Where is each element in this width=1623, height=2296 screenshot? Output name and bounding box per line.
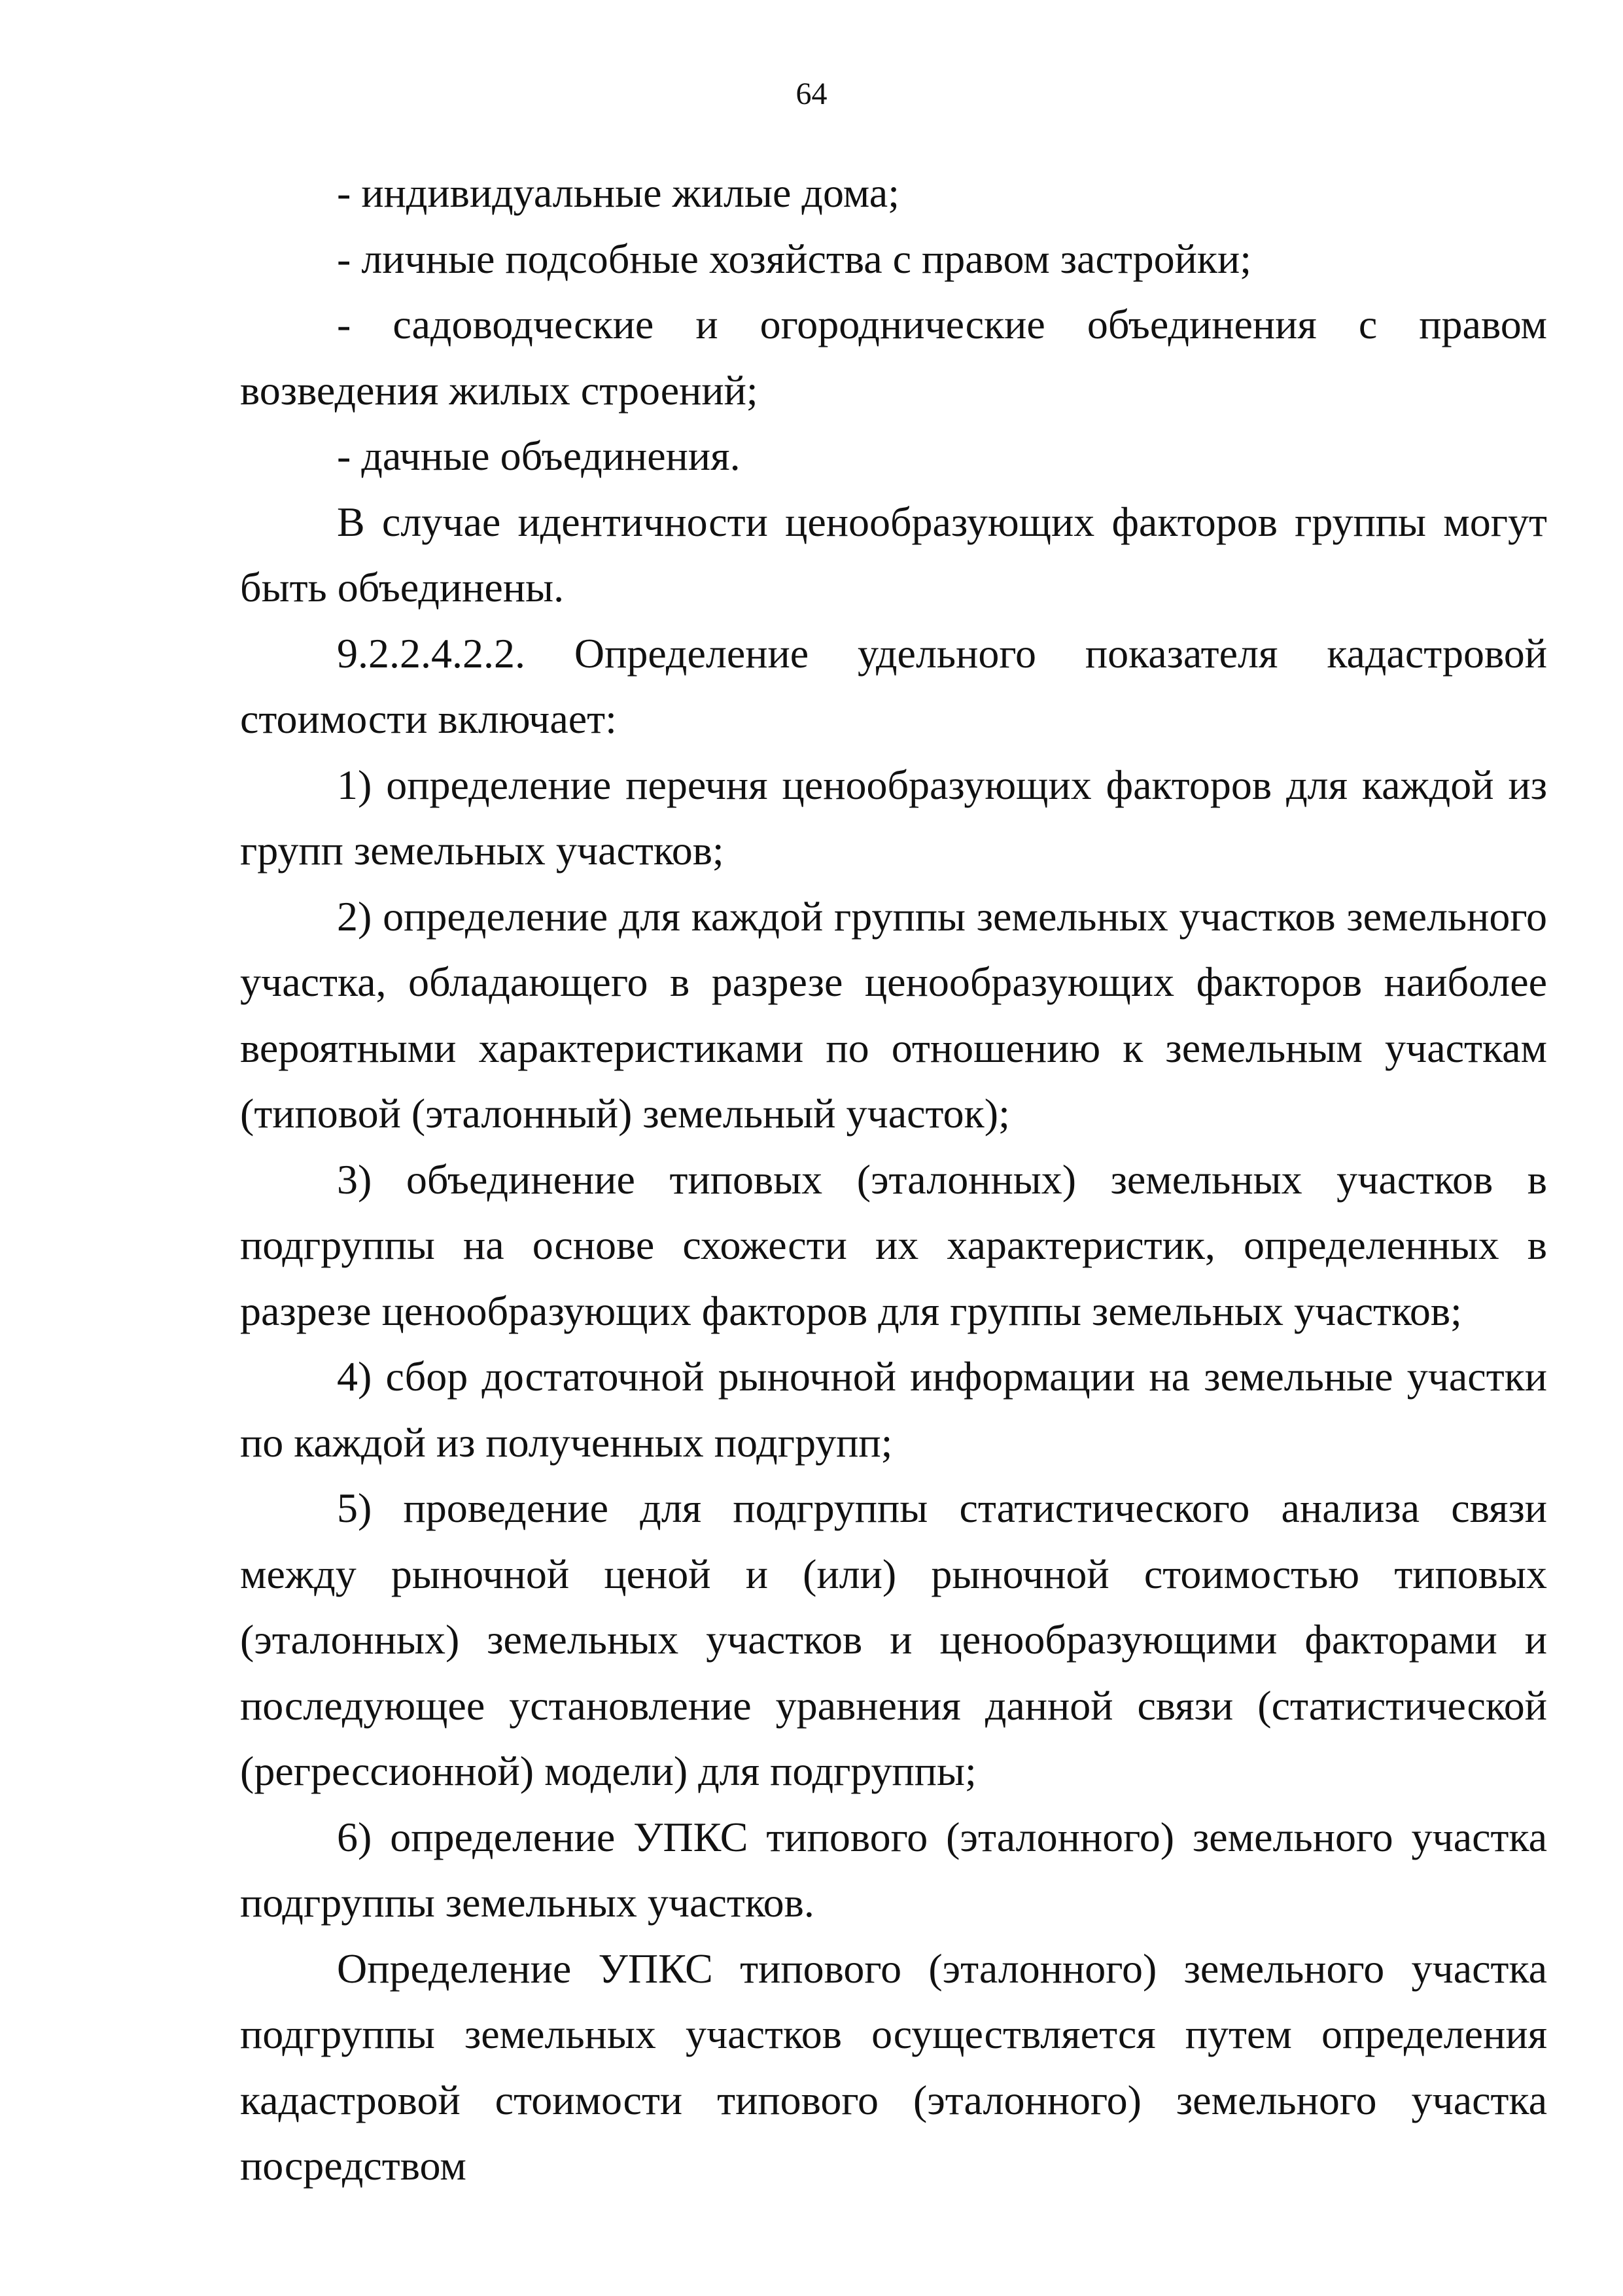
paragraph-list-item-dacha-associations: - дачные объединения. <box>337 433 741 479</box>
paragraph-list-item-garden-associations: - садоводческие и огороднические объединения с правом возведения жилых строений; <box>240 301 1547 414</box>
paragraph-step-5: 5) проведение для подгруппы статистического анализа связи между рыночной ценой и (или) рыночной стоимостью типовых (эталонных) земельных участков и ценообразующими факторами и последующее установление уравнения данной связи (статистической (регрессионной) модели) для подгруппы; <box>240 1485 1547 1794</box>
page-number: 64 <box>795 77 828 111</box>
paragraph-list-item-houses: - индивидуальные жилые дома; <box>337 169 899 216</box>
paragraph-upks-definition: Определение УПКС типового (эталонного) земельного участка подгруппы земельных участков осуществляется путем определения кадастровой стоимости типового (эталонного) земельного участка посредством <box>240 1945 1547 2189</box>
paragraph-step-6: 6) определение УПКС типового (эталонного) земельного участка подгруппы земельных участков. <box>240 1813 1547 1926</box>
document-body <box>240 160 1547 2199</box>
paragraph-list-item-subsidiary-farms: - личные подсобные хозяйства с правом застройки; <box>337 235 1251 282</box>
paragraph-step-3: 3) объединение типовых (эталонных) земельных участков в подгруппы на основе схожести их характеристик, определенных в разрезе ценообразующих факторов для группы земельных участков; <box>240 1156 1547 1334</box>
paragraph-step-1: 1) определение перечня ценообразующих факторов для каждой из групп земельных участков; <box>240 761 1547 874</box>
paragraph-groups-merge: В случае идентичности ценообразующих факторов группы могут быть объединены. <box>240 498 1547 610</box>
paragraph-step-4: 4) сбор достаточной рыночной информации на земельные участки по каждой из полученных подгрупп; <box>240 1353 1547 1466</box>
paragraph-section-9-2-2-4-2-2: 9.2.2.4.2.2. Определение удельного показателя кадастровой стоимости включает: <box>240 629 1547 742</box>
paragraph-step-2: 2) определение для каждой группы земельных участков земельного участка, обладающего в разрезе ценообразующих факторов наиболее вероятными характеристиками по отношению к земельным участкам (типовой (эталонный) земельный участок); <box>240 892 1547 1137</box>
